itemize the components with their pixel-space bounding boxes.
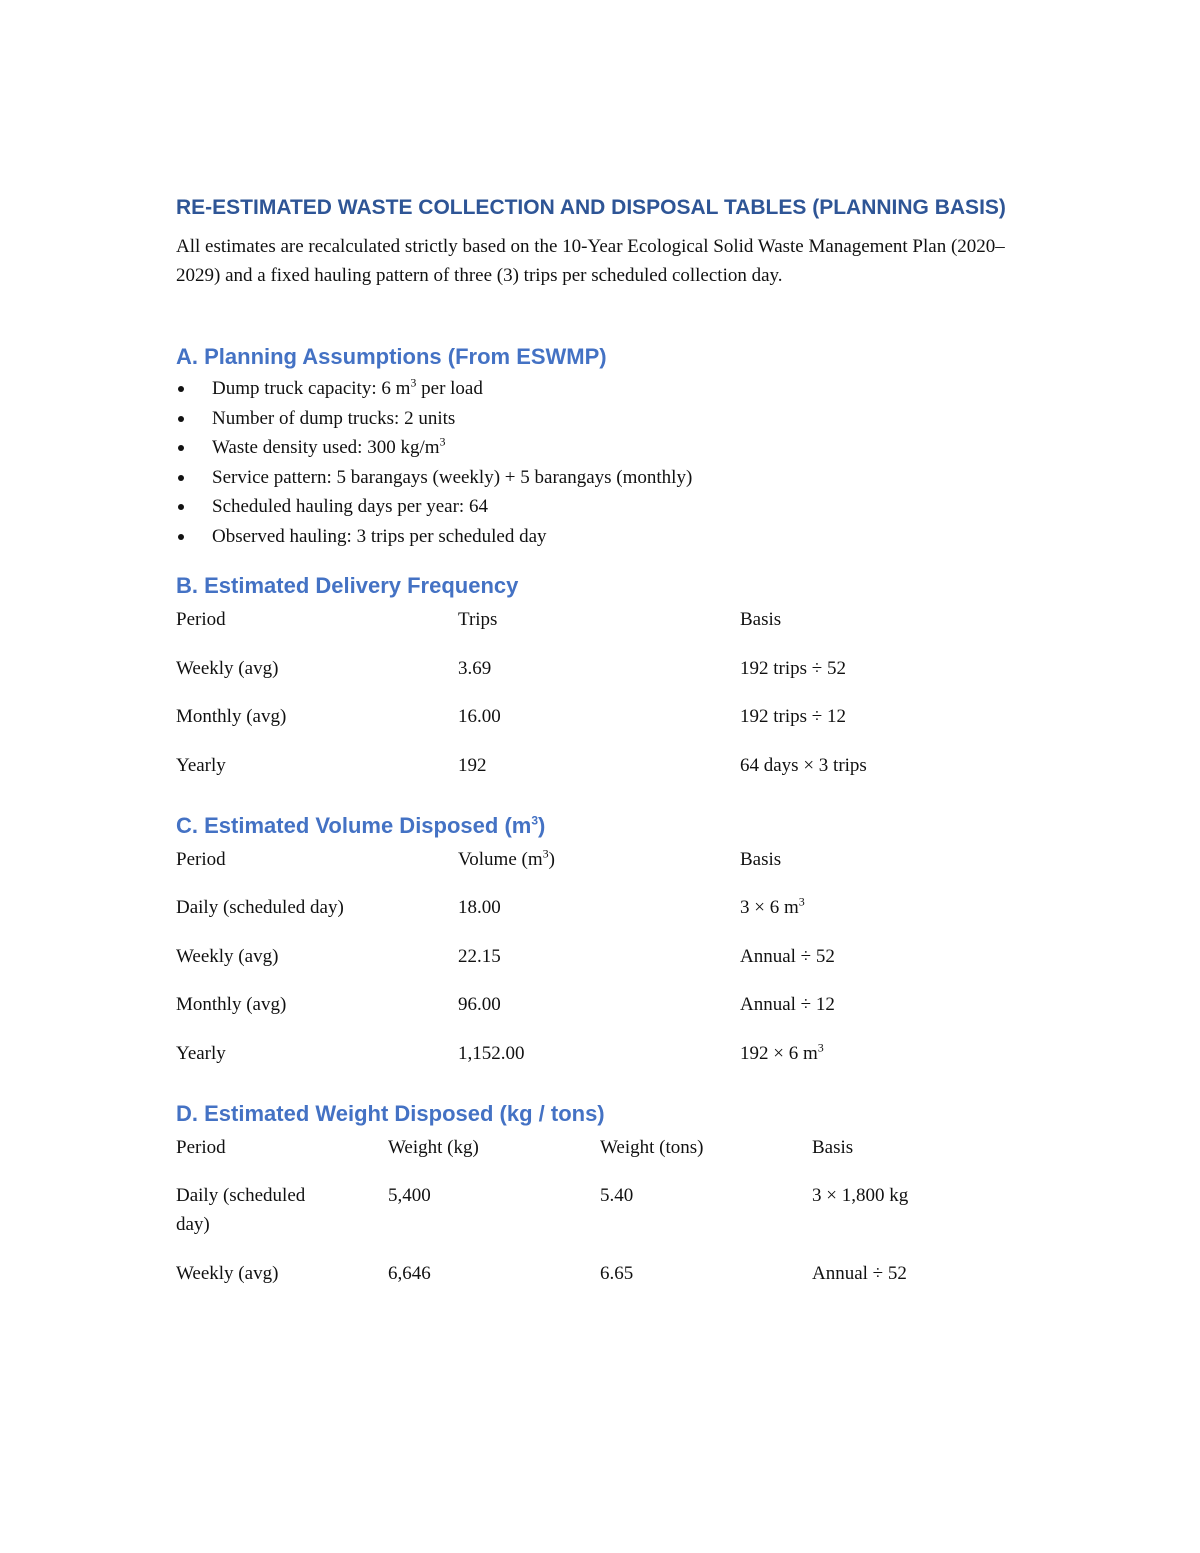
- column-header: Trips: [458, 609, 498, 630]
- weight-disposed-table: [176, 1133, 1024, 1308]
- list-item: Dump truck capacity: 6 $m^3$ per load: [176, 374, 1026, 404]
- column-header: Weight (kg): [388, 1136, 479, 1158]
- table-cell: Annual ÷ 12: [740, 994, 835, 1015]
- intro-paragraph: All estimates are recalculated strictly based on the 10-Year Ecological Solid Waste Management Plan (2020–2029) and a fixed hauling pattern of three (3) trips per scheduled collection day.: [176, 236, 1005, 286]
- list-item: Number of dump trucks: 2 units: [176, 404, 1026, 434]
- table-row: [176, 1039, 1022, 1069]
- table-row: [176, 702, 1022, 751]
- list-item: Waste density used: 300 $kg/m^3$: [176, 433, 1026, 463]
- table-cell: 192 × 6 $m^3$: [740, 1040, 824, 1064]
- document-title: RE-ESTIMATED WASTE COLLECTION AND DISPOSAL TABLES (PLANNING BASIS): [176, 196, 1006, 219]
- table-cell: Annual ÷ 52: [740, 945, 835, 967]
- column-header: Period: [176, 1136, 226, 1158]
- table-cell: 192: [458, 754, 487, 776]
- table-cell: 5.40: [600, 1185, 634, 1206]
- table-cell: Monthly (avg): [176, 994, 287, 1015]
- column-header: Weight (tons): [600, 1136, 704, 1158]
- list-item: Service pattern: 5 barangays (weekly) + 5 barangays (monthly): [176, 463, 1026, 493]
- table-cell: Weekly (avg): [176, 945, 279, 967]
- delivery-frequency-table: [176, 605, 1022, 781]
- section-b-heading: B. Estimated Delivery Frequency: [176, 573, 519, 598]
- table-cell: Daily (scheduled day): [176, 1185, 306, 1235]
- bullet-icon: [178, 416, 184, 422]
- table-header-row: [176, 1133, 1024, 1182]
- section-c-heading: C. Estimated Volume Disposed $(m^3)$: [176, 812, 546, 838]
- table-cell: 5,400: [388, 1185, 431, 1206]
- bullet-icon: [178, 534, 184, 540]
- column-header: Basis: [740, 848, 782, 870]
- table-row: [176, 942, 1022, 991]
- document-page: [176, 188, 1026, 1308]
- table-cell: Weekly (avg): [176, 1263, 279, 1284]
- table-cell: 192 trips ÷ 12: [740, 706, 846, 727]
- table-row: [176, 1259, 1024, 1308]
- table-cell: 96.00: [458, 994, 501, 1015]
- table-cell: 64 days × 3 trips: [740, 754, 867, 776]
- table-cell: 3.69: [458, 657, 492, 679]
- bullet-icon: [178, 445, 184, 451]
- table-cell: 192 trips ÷ 52: [740, 657, 846, 679]
- table-cell: 22.15: [458, 945, 501, 967]
- table-row: [176, 990, 1022, 1039]
- table-cell: Monthly (avg): [176, 706, 287, 727]
- table-cell: 3 × 1,800 kg: [812, 1185, 909, 1206]
- column-header: Period: [176, 848, 226, 870]
- table-cell: 6,646: [388, 1263, 431, 1284]
- table-cell: 6.65: [600, 1263, 634, 1284]
- section-d-heading: D. Estimated Weight Disposed (kg / tons): [176, 1100, 605, 1126]
- column-header: Basis: [812, 1136, 854, 1158]
- table-cell: Yearly: [176, 754, 226, 776]
- table-row: [176, 751, 1022, 781]
- table-cell: 3 × 6 $m^3$: [740, 894, 805, 918]
- table-row: [176, 1181, 1024, 1259]
- table-cell: 1,152.00: [458, 1042, 525, 1064]
- table-row: [176, 654, 1022, 703]
- table-cell: Weekly (avg): [176, 657, 279, 679]
- table-header-row: [176, 845, 1022, 894]
- table-cell: Daily (scheduled day): [176, 897, 344, 918]
- list-item: Observed hauling: 3 trips per scheduled day: [176, 522, 1026, 552]
- list-item: Scheduled hauling days per year: 64: [176, 492, 1026, 522]
- column-header: Volume $(m^3)$: [458, 846, 555, 870]
- bullet-icon: [178, 386, 184, 392]
- table-header-row: [176, 605, 1022, 654]
- bullet-icon: [178, 475, 184, 481]
- assumptions-list: [176, 374, 1026, 551]
- bullet-icon: [178, 504, 184, 510]
- table-cell: 18.00: [458, 897, 501, 918]
- table-cell: 16.00: [458, 706, 501, 727]
- volume-disposed-table: [176, 845, 1022, 1069]
- column-header: Basis: [740, 609, 782, 630]
- table-cell: Yearly: [176, 1042, 226, 1064]
- table-cell: Annual ÷ 52: [812, 1263, 907, 1284]
- section-a-heading: A. Planning Assumptions (From ESWMP): [176, 344, 607, 369]
- table-row: [176, 893, 1022, 942]
- column-header: Period: [176, 609, 226, 630]
